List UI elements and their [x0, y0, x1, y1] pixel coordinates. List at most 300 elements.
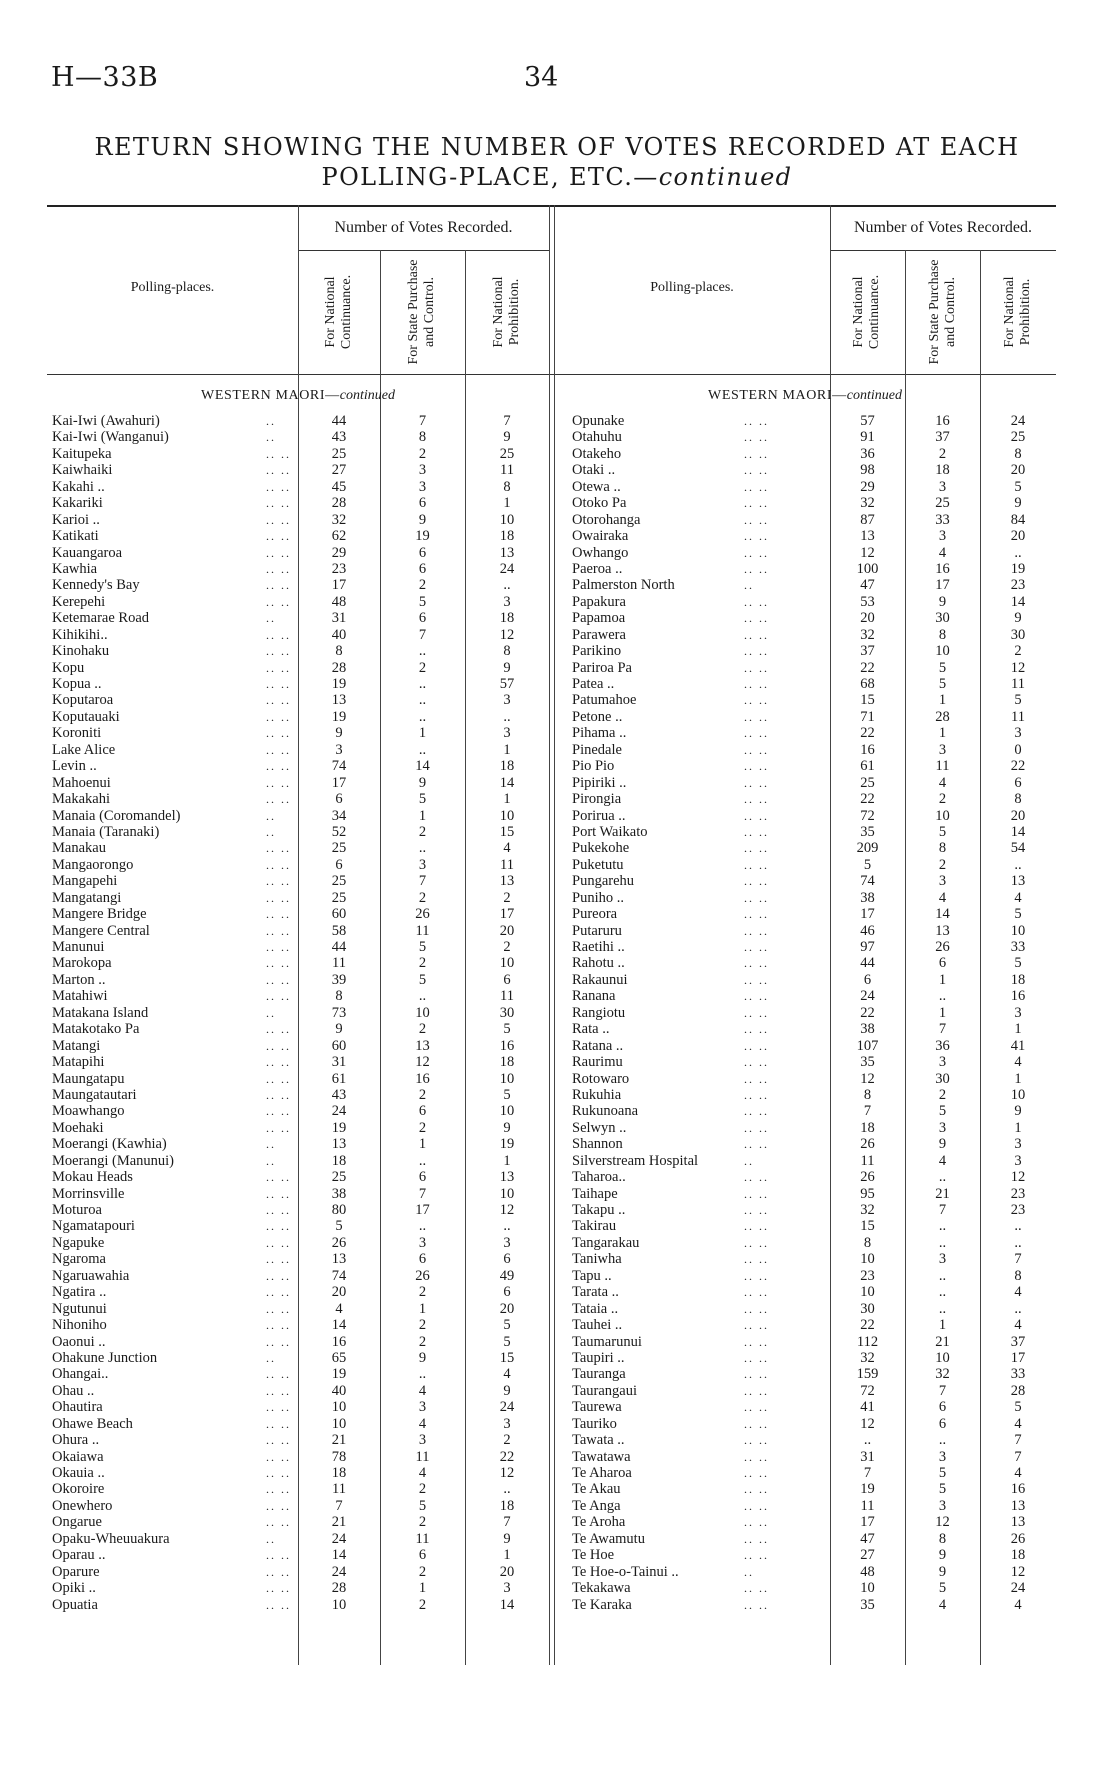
- prohibition-votes: 4: [1014, 1596, 1022, 1613]
- polling-place-name: Taumarunui: [572, 1333, 642, 1350]
- polling-place-name: Tawatawa: [572, 1448, 631, 1465]
- state-control-votes: 2: [418, 1563, 427, 1580]
- leader-dots: .. ..: [744, 989, 769, 1004]
- state-control-votes: 10: [415, 1004, 430, 1021]
- leader-dots: .. ..: [266, 561, 291, 576]
- prohibition-votes: 23: [1010, 1185, 1026, 1202]
- polling-place-name: Kai-Iwi (Awahuri): [52, 413, 160, 429]
- state-control-votes: 5: [938, 1580, 947, 1597]
- state-control-votes: 10: [935, 643, 950, 660]
- state-control-votes: 26: [935, 939, 950, 955]
- state-control-votes: ..: [418, 840, 427, 857]
- state-control-votes: 7: [938, 1021, 947, 1038]
- continuance-votes: 112: [856, 1333, 879, 1350]
- state-control-votes: 11: [415, 922, 430, 939]
- table-row: [572, 1202, 1056, 1218]
- table-row: [52, 1301, 549, 1317]
- table-row: [52, 1169, 549, 1185]
- continuance-votes: 28: [331, 1580, 347, 1597]
- state-control-votes: 7: [938, 1382, 947, 1399]
- prohibition-votes: 57: [499, 676, 515, 692]
- polling-place-name: Kaitupeka: [52, 445, 112, 462]
- prohibition-votes: 13: [1010, 1497, 1026, 1514]
- page-number: 34: [524, 62, 559, 93]
- leader-dots: .. ..: [744, 1186, 769, 1201]
- state-control-votes: ..: [938, 1284, 947, 1301]
- state-control-votes: 6: [938, 955, 947, 972]
- polling-place-name: Pukekohe: [572, 840, 630, 857]
- leader-dots: .. ..: [266, 677, 291, 691]
- state-control-votes: 1: [418, 1580, 427, 1597]
- table-row: [572, 545, 1056, 561]
- prohibition-votes: 4: [1014, 1054, 1022, 1071]
- state-control-votes: 2: [418, 823, 427, 840]
- polling-place-name: Tawata ..: [572, 1432, 625, 1449]
- prohibition-votes: 9: [1014, 495, 1022, 512]
- state-control-votes: ..: [938, 1169, 947, 1186]
- prohibition-votes: 18: [1010, 971, 1026, 988]
- table-row: [572, 1301, 1056, 1317]
- prohibition-votes: 0: [1014, 741, 1022, 758]
- table-row: [52, 1202, 549, 1218]
- prohibition-votes: 10: [499, 1070, 515, 1087]
- state-control-votes: 17: [415, 1202, 430, 1218]
- table-row: [52, 1481, 549, 1497]
- table-row: [572, 1103, 1056, 1119]
- table-row: [572, 939, 1056, 955]
- state-control-votes: 1: [418, 1136, 427, 1153]
- state-control-votes: 25: [935, 495, 950, 512]
- leader-dots: .. ..: [744, 1071, 769, 1086]
- polling-place-name: Owairaka: [572, 528, 629, 545]
- votes-recorded-header-right: Number of Votes Recorded.: [853, 219, 1033, 236]
- prohibition-votes: 10: [499, 1103, 515, 1120]
- polling-place-name: Papakura: [572, 593, 626, 610]
- state-control-votes: 6: [938, 1399, 947, 1416]
- leader-dots: .. ..: [744, 529, 769, 544]
- state-control-votes: 33: [935, 511, 950, 528]
- polling-place-name: Matahiwi: [52, 988, 108, 1005]
- table-row: [572, 462, 1056, 478]
- state-control-votes: 19: [415, 528, 430, 545]
- leader-dots: .. ..: [744, 742, 769, 757]
- continuance-votes: 13: [331, 692, 347, 709]
- prohibition-votes: 8: [1014, 1267, 1022, 1284]
- leader-dots: .. ..: [266, 759, 291, 774]
- leader-dots: .. ..: [266, 1203, 291, 1217]
- leader-dots: .. ..: [744, 1268, 769, 1283]
- continuance-votes: 26: [860, 1169, 875, 1186]
- prohibition-votes: 16: [1010, 988, 1026, 1005]
- continuance-votes: 43: [331, 1086, 347, 1103]
- prohibition-votes: 33: [1010, 1366, 1026, 1383]
- leader-dots: .. ..: [266, 857, 291, 872]
- leader-dots: .. ..: [744, 940, 769, 954]
- leader-dots: .. ..: [266, 1285, 291, 1300]
- table-row: [572, 413, 1056, 429]
- table-row: [572, 1481, 1056, 1497]
- polling-place-name: Rangiotu: [572, 1004, 626, 1021]
- state-control-votes: ..: [938, 1267, 947, 1284]
- state-control-votes: 5: [418, 971, 427, 988]
- leader-dots: .. ..: [744, 1515, 769, 1530]
- prohibition-votes: 20: [499, 1300, 515, 1317]
- polling-place-name: Lake Alice: [52, 741, 116, 758]
- prohibition-votes: 17: [1010, 1349, 1026, 1366]
- leader-dots: .. ..: [744, 1203, 769, 1217]
- prohibition-votes: 37: [1010, 1333, 1026, 1350]
- continuance-votes: 13: [331, 1251, 347, 1268]
- polling-place-name: Ohawe Beach: [52, 1415, 133, 1432]
- prohibition-votes: 13: [499, 1169, 515, 1186]
- prohibition-votes: 2: [1014, 643, 1022, 660]
- leader-dots: ..: [266, 824, 276, 839]
- table-row: [52, 840, 549, 856]
- prohibition-votes: 5: [1014, 1399, 1022, 1416]
- polling-place-name: Kai-Iwi (Wanganui): [52, 429, 169, 446]
- prohibition-votes: 3: [503, 1415, 511, 1432]
- continuance-votes: 32: [860, 1349, 875, 1366]
- continuance-votes: 24: [331, 1103, 347, 1120]
- state-control-votes: 32: [935, 1366, 950, 1383]
- table-row: [52, 1334, 549, 1350]
- state-control-votes: 5: [938, 659, 947, 676]
- table-row: [572, 528, 1056, 544]
- state-control-votes: 3: [418, 856, 427, 873]
- leader-dots: .. ..: [266, 1466, 291, 1480]
- continuance-header-left: For National Continuance.: [323, 274, 354, 350]
- leader-dots: .. ..: [266, 1186, 291, 1201]
- polling-place-name: Koputauaki: [52, 708, 120, 725]
- section-title-right-text: WESTERN MAORI—: [708, 388, 847, 403]
- prohibition-votes: 9: [1014, 1103, 1022, 1120]
- polling-place-name: Nihoniho: [52, 1317, 107, 1334]
- leader-dots: .. ..: [744, 1400, 769, 1415]
- continuance-votes: 37: [860, 643, 875, 660]
- section-title-right: [554, 388, 1056, 404]
- state-control-votes: 6: [418, 1169, 427, 1186]
- prohibition-votes: 25: [499, 445, 515, 462]
- continuance-votes: 31: [331, 610, 347, 627]
- leader-dots: .. ..: [266, 1268, 291, 1283]
- polling-place-name: Kihikihi..: [52, 626, 108, 643]
- table-row: [572, 1449, 1056, 1465]
- leader-dots: .. ..: [744, 1581, 769, 1596]
- table-row: [52, 1268, 549, 1284]
- header-rule-right-group: [830, 250, 1056, 251]
- continuance-votes: 44: [331, 413, 347, 429]
- table-row: [52, 1449, 549, 1465]
- prohibition-votes: 14: [499, 1596, 515, 1613]
- leader-dots: .. ..: [744, 792, 769, 807]
- state-control-votes: 3: [418, 478, 427, 495]
- prohibition-votes: 18: [499, 528, 515, 545]
- prohibition-votes: 9: [503, 1119, 511, 1136]
- polling-place-name: Pio Pio: [572, 758, 615, 775]
- table-row: [572, 742, 1056, 758]
- polling-place-name: Pariroa Pa: [572, 659, 632, 676]
- polling-places-header-left: Polling-places.: [130, 280, 215, 295]
- continuance-votes: 61: [331, 1070, 347, 1087]
- prohibition-votes: 9: [1014, 610, 1022, 627]
- prohibition-votes: 7: [1014, 1432, 1022, 1449]
- prohibition-votes: 10: [499, 1185, 515, 1202]
- table-row: [52, 873, 549, 889]
- continuance-votes: 9: [335, 725, 343, 742]
- leader-dots: .. ..: [744, 857, 769, 872]
- prohibition-votes: 24: [1010, 1580, 1026, 1597]
- polling-place-name: Kakariki: [52, 495, 103, 512]
- table-row: [572, 775, 1056, 791]
- state-header-left: For State Purchase and Control.: [406, 259, 437, 365]
- table-row: [52, 824, 549, 840]
- leader-dots: .. ..: [266, 841, 291, 856]
- continuance-votes: 62: [331, 528, 347, 545]
- leader-dots: .. ..: [744, 972, 769, 987]
- section-title-left-text: WESTERN MAORI—: [201, 388, 340, 403]
- table-row: [572, 709, 1056, 725]
- polling-place-name: Patea ..: [572, 676, 615, 692]
- continuance-votes: 74: [860, 873, 875, 890]
- table-row: [52, 1021, 549, 1037]
- continuance-votes: 100: [856, 560, 879, 577]
- table-row: [572, 1186, 1056, 1202]
- continuance-votes: 74: [331, 758, 347, 775]
- leader-dots: .. ..: [266, 1367, 291, 1382]
- prohibition-votes: 6: [503, 971, 511, 988]
- polling-place-name: Manaia (Taranaki): [52, 823, 160, 840]
- polling-place-name: Tapu ..: [572, 1267, 612, 1284]
- continuance-votes: 41: [860, 1399, 875, 1416]
- polling-place-name: Kinohaku: [52, 643, 110, 660]
- state-control-votes: 9: [418, 774, 427, 791]
- polling-place-name: Matapihi: [52, 1054, 105, 1071]
- polling-place-name: Puniho ..: [572, 889, 624, 906]
- leader-dots: ..: [266, 414, 276, 428]
- continuance-votes: 15: [860, 692, 875, 709]
- continuance-votes: 17: [860, 1514, 875, 1531]
- continuance-votes: 28: [331, 659, 347, 676]
- state-control-votes: ..: [938, 1234, 947, 1251]
- table-row: [52, 1038, 549, 1054]
- table-row: [572, 577, 1056, 593]
- state-control-votes: 6: [418, 560, 427, 577]
- state-control-votes: 1: [938, 725, 947, 742]
- continuance-votes: 38: [331, 1185, 347, 1202]
- polling-place-name: Koroniti: [52, 725, 102, 742]
- state-control-votes: 6: [418, 495, 427, 512]
- table-row: [572, 512, 1056, 528]
- continuance-votes: 95: [860, 1185, 875, 1202]
- polling-place-name: Taupiri ..: [572, 1349, 625, 1366]
- table-row: [572, 561, 1056, 577]
- table-row: [52, 709, 549, 725]
- state-control-votes: 1: [418, 807, 427, 824]
- prohibition-votes: 10: [1010, 1086, 1026, 1103]
- leader-dots: .. ..: [744, 759, 769, 774]
- state-control-votes: 7: [938, 1202, 947, 1218]
- state-control-votes: 1: [418, 725, 427, 742]
- continuance-votes: 4: [335, 1300, 343, 1317]
- polling-place-name: Mangaorongo: [52, 856, 134, 873]
- leader-dots: .. ..: [266, 1515, 291, 1530]
- prohibition-header-left: For National Prohibition.: [491, 276, 522, 348]
- leader-dots: .. ..: [744, 1482, 769, 1497]
- state-control-votes: 2: [418, 955, 427, 972]
- prohibition-votes: 4: [1014, 1317, 1022, 1334]
- continuance-votes: 44: [331, 939, 347, 955]
- continuance-votes: 10: [331, 1415, 347, 1432]
- continuance-header-right: For National Continuance.: [851, 274, 882, 350]
- table-row: [572, 972, 1056, 988]
- continuance-votes: 27: [331, 462, 347, 479]
- table-row: [52, 923, 549, 939]
- leader-dots: .. ..: [266, 1334, 291, 1349]
- table-row: [52, 1416, 549, 1432]
- table-row: [572, 906, 1056, 922]
- polling-place-name: Okauia ..: [52, 1465, 105, 1481]
- table-row: [52, 528, 549, 544]
- prohibition-votes: ..: [1014, 544, 1022, 561]
- leader-dots: .. ..: [744, 1301, 769, 1316]
- prohibition-votes: ..: [1014, 1300, 1022, 1317]
- prohibition-votes: 20: [499, 1563, 515, 1580]
- prohibition-votes: 10: [499, 807, 515, 824]
- table-row: [52, 1136, 549, 1152]
- table-row: [52, 1432, 549, 1448]
- prohibition-votes: 5: [1014, 906, 1022, 923]
- continuance-votes: 58: [331, 922, 347, 939]
- prohibition-votes: 7: [503, 413, 511, 429]
- leader-dots: .. ..: [266, 479, 291, 494]
- continuance-votes: 20: [331, 1284, 347, 1301]
- continuance-votes: 32: [860, 626, 875, 643]
- continuance-votes: 35: [860, 1054, 875, 1071]
- state-control-votes: 30: [935, 610, 950, 627]
- leader-dots: .. ..: [266, 1416, 291, 1431]
- state-control-votes: 8: [938, 626, 947, 643]
- leader-dots: .. ..: [744, 1597, 769, 1612]
- prohibition-votes: 8: [503, 478, 511, 495]
- prohibition-votes: 4: [1014, 1465, 1022, 1481]
- polling-place-name: Pungarehu: [572, 873, 635, 890]
- polling-place-name: Port Waikato: [572, 823, 648, 840]
- state-control-votes: 10: [935, 807, 950, 824]
- prohibition-header-right: For National Prohibition.: [1002, 276, 1033, 348]
- continuance-votes: 78: [331, 1448, 347, 1465]
- continuance-votes: 91: [860, 429, 875, 446]
- table-row: [572, 660, 1056, 676]
- prohibition-votes: 11: [1011, 708, 1025, 725]
- leader-dots: .. ..: [266, 529, 291, 544]
- prohibition-votes: 3: [503, 1580, 511, 1597]
- table-row: [52, 1071, 549, 1087]
- prohibition-votes: 11: [500, 988, 514, 1005]
- polling-place-name: Otorohanga: [572, 511, 641, 528]
- table-row: [572, 676, 1056, 692]
- state-control-votes: 2: [938, 856, 947, 873]
- polling-place-name: Petone ..: [572, 708, 623, 725]
- continuance-votes: 6: [335, 791, 343, 808]
- continuance-votes: 46: [860, 922, 875, 939]
- state-control-votes: 6: [418, 1251, 427, 1268]
- continuance-votes: 61: [860, 758, 875, 775]
- table-row: [52, 775, 549, 791]
- table-row: [52, 906, 549, 922]
- polling-place-name: Onewhero: [52, 1497, 113, 1514]
- state-control-votes: 3: [938, 741, 947, 758]
- continuance-votes: 13: [860, 528, 875, 545]
- polling-place-name: Ohau ..: [52, 1382, 95, 1399]
- polling-place-name: Mangere Bridge: [52, 906, 147, 923]
- prohibition-votes: 15: [499, 823, 515, 840]
- polling-place-name: Mangapehi: [52, 873, 118, 890]
- leader-dots: .. ..: [744, 446, 769, 461]
- table-row: [52, 1153, 549, 1169]
- continuance-votes: 25: [331, 889, 347, 906]
- state-control-votes: 3: [418, 1234, 427, 1251]
- leader-dots: .. ..: [744, 808, 769, 823]
- leader-dots: .. ..: [266, 1597, 291, 1612]
- polling-place-name: Owhango: [572, 544, 629, 561]
- prohibition-votes: 11: [500, 462, 514, 479]
- continuance-votes: 19: [331, 708, 347, 725]
- table-row: [52, 512, 549, 528]
- prohibition-votes: 4: [1014, 1284, 1022, 1301]
- leader-dots: .. ..: [744, 890, 769, 905]
- continuance-votes: 14: [331, 1317, 347, 1334]
- continuance-votes: 19: [331, 1366, 347, 1383]
- polling-place-name: Patumahoe: [572, 692, 637, 709]
- table-row: [572, 429, 1056, 445]
- prohibition-votes: 13: [1010, 1514, 1026, 1531]
- polling-place-name: Maungatautari: [52, 1086, 137, 1103]
- prohibition-votes: 3: [503, 692, 511, 709]
- state-control-votes: 5: [418, 939, 427, 955]
- leader-dots: .. ..: [744, 496, 769, 511]
- leader-dots: .. ..: [266, 578, 291, 593]
- prohibition-votes: 5: [503, 1333, 511, 1350]
- state-control-votes: ..: [418, 988, 427, 1005]
- leader-dots: .. ..: [266, 775, 291, 790]
- table-row: [572, 1432, 1056, 1448]
- table-row: [572, 1531, 1056, 1547]
- table-row: [52, 972, 549, 988]
- table-row: [52, 495, 549, 511]
- prohibition-votes: 10: [1010, 922, 1026, 939]
- table-row: [52, 1366, 549, 1382]
- table-row: [52, 577, 549, 593]
- continuance-votes: 11: [332, 1481, 346, 1498]
- state-control-votes: 7: [418, 873, 427, 890]
- table-row: [52, 1547, 549, 1563]
- table-row: [572, 1005, 1056, 1021]
- polling-place-name: Taurewa: [572, 1399, 622, 1416]
- table-row: [572, 1465, 1056, 1481]
- polling-place-name: Mahoenui: [52, 774, 111, 791]
- leader-dots: ..: [266, 1137, 276, 1152]
- table-row: [52, 594, 549, 610]
- prohibition-votes: 12: [1010, 1169, 1026, 1186]
- polling-place-name: Opunake: [572, 413, 625, 429]
- continuance-votes: 10: [331, 1399, 347, 1416]
- polling-place-name: Te Akau: [572, 1481, 621, 1498]
- continuance-votes: 21: [331, 1432, 347, 1449]
- subtitle-text: POLLING-PLACE, ETC.—: [321, 163, 659, 191]
- section-title-left: [47, 388, 549, 404]
- prohibition-votes: 30: [1010, 626, 1026, 643]
- document-reference: H—33B: [51, 62, 159, 93]
